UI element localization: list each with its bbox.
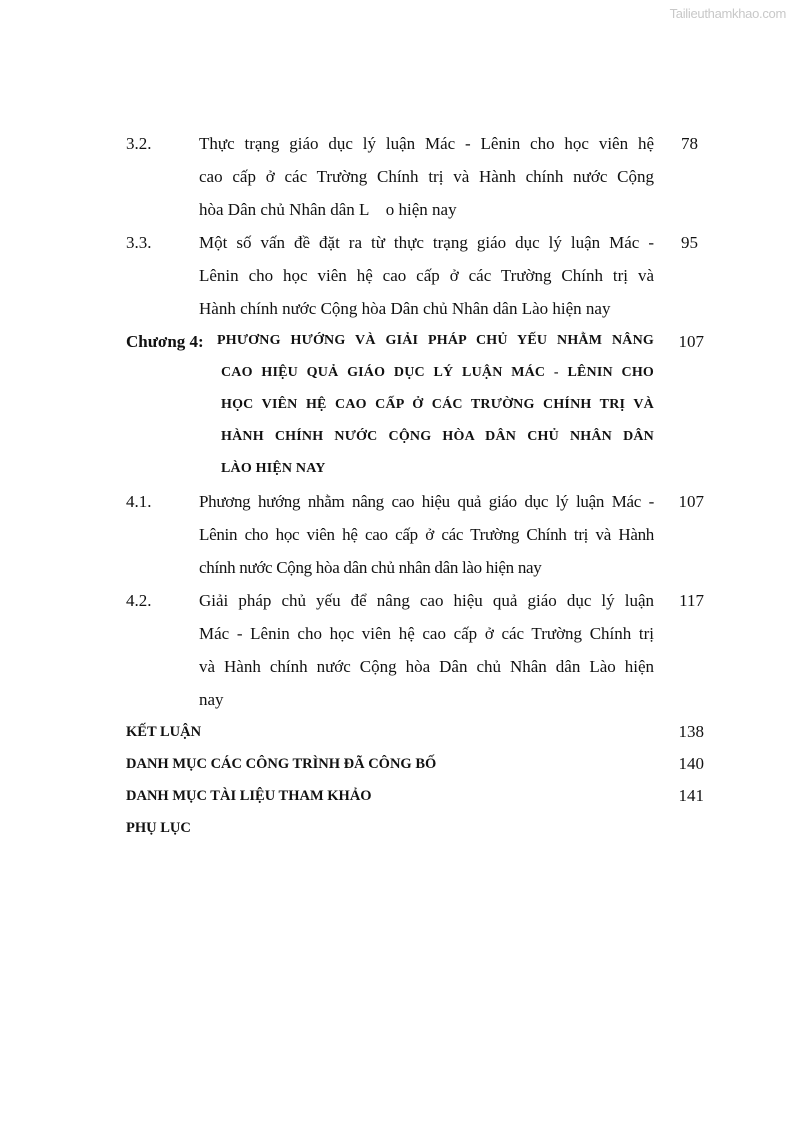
toc-entry-text: Giải pháp chủ yếu để nâng cao hiệu quả giáo dục lý luận xyxy=(199,591,654,610)
chapter-label: Chương 4: xyxy=(126,332,204,351)
toc-section-appendix[interactable] xyxy=(126,812,704,844)
toc-entry-text: Thực trạng giáo dục lý luận Mác - Lênin cho học viên hệ xyxy=(199,134,654,153)
toc-entry-number: 3.3. xyxy=(126,233,152,252)
toc-section-conclusion[interactable] xyxy=(126,716,704,748)
toc-entry-page: 140 xyxy=(678,754,704,773)
toc-entry-text: Lênin cho học viên hệ cao cấp ở các Trường Chính trị và Hành xyxy=(199,525,654,544)
toc-entry-page: 117 xyxy=(679,591,704,610)
toc-section-references[interactable] xyxy=(126,780,704,812)
chapter-title: PHƯƠNG HƯỚNG VÀ GIẢI PHÁP CHỦ YẾU NHẰM NÂNG xyxy=(217,333,654,348)
section-title: KẾT LUẬN xyxy=(126,724,202,740)
toc-entry-number: 4.2. xyxy=(126,591,152,610)
chapter-title: HÀNH CHÍNH NƯỚC CỘNG HÒA DÂN CHỦ NHÂN DÂN xyxy=(221,429,654,444)
chapter-title: CAO HIỆU QUẢ GIÁO DỤC LÝ LUẬN MÁC - LÊNIN CHO xyxy=(221,365,654,380)
toc-entry-text: Phương hướng nhằm nâng cao hiệu quả giáo dục lý luận Mác - xyxy=(199,492,654,511)
toc-entry-text: cao cấp ở các Trường Chính trị và Hành chính nước Cộng xyxy=(199,167,654,186)
toc-entry-text: nay xyxy=(199,690,224,709)
toc-entry-page: 138 xyxy=(678,722,704,741)
toc-entry-text: Lênin cho học viên hệ cao cấp ở các Trường Chính trị và xyxy=(199,266,654,285)
toc-entry-number: 4.1. xyxy=(126,492,152,511)
toc-entry-page: 78 xyxy=(681,134,698,153)
watermark: Tailieuthamkhao.com xyxy=(669,6,786,21)
toc-section-published-works[interactable] xyxy=(126,748,704,780)
toc-entry-text: Mác - Lênin cho học viên hệ cao cấp ở các Trường Chính trị xyxy=(199,624,654,643)
toc-entry-text: chính nước Cộng hòa dân chủ nhân dân lào hiện nay xyxy=(199,558,542,577)
section-title: PHỤ LỤC xyxy=(126,820,191,836)
table-of-contents xyxy=(126,127,704,844)
toc-entry-number: 3.2. xyxy=(126,134,152,153)
toc-entry-page: 107 xyxy=(678,492,704,511)
toc-entry-text: Một số vấn đề đặt ra từ thực trạng giáo dục lý luận Mác - xyxy=(199,233,654,252)
toc-entry-4-2[interactable] xyxy=(126,584,704,716)
section-title: DANH MỤC TÀI LIỆU THAM KHẢO xyxy=(126,788,372,804)
toc-chapter-4[interactable] xyxy=(126,325,704,485)
toc-entry-4-1[interactable] xyxy=(126,485,704,584)
toc-entry-text: và Hành chính nước Cộng hòa Dân chủ Nhân dân Lào hiện xyxy=(199,657,654,676)
toc-entry-page: 95 xyxy=(681,233,698,252)
toc-entry-page: 107 xyxy=(678,332,704,351)
toc-entry-text: hòa Dân chủ Nhân dân L o hiện nay xyxy=(199,200,457,219)
chapter-title: HỌC VIÊN HỆ CAO CẤP Ở CÁC TRƯỜNG CHÍNH TRỊ VÀ xyxy=(221,397,654,412)
toc-entry-page: 141 xyxy=(678,786,704,805)
toc-entry-3-2[interactable] xyxy=(126,127,704,226)
section-title: DANH MỤC CÁC CÔNG TRÌNH ĐÃ CÔNG BỐ xyxy=(126,756,437,772)
chapter-title: LÀO HIỆN NAY xyxy=(221,461,326,476)
toc-entry-text: Hành chính nước Cộng hòa Dân chủ Nhân dân Lào hiện nay xyxy=(199,299,611,318)
toc-entry-3-3[interactable] xyxy=(126,226,704,325)
